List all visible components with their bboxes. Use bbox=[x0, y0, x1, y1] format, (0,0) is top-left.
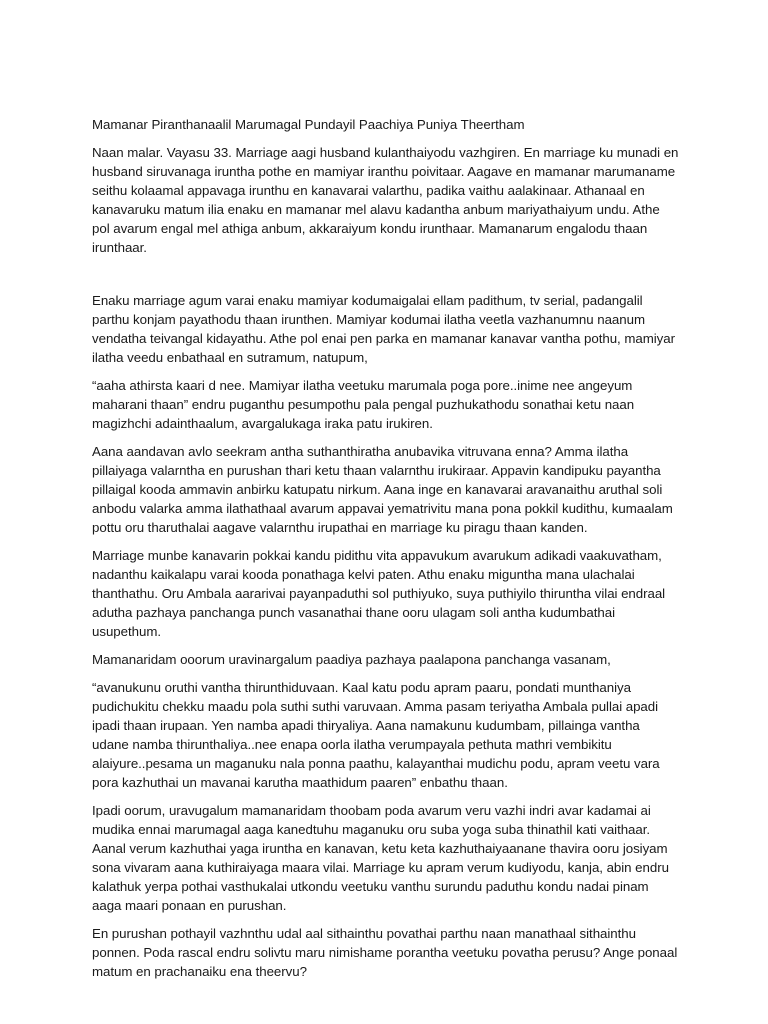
paragraph-7: “avanukunu oruthi vantha thirunthiduvaan. Kaal katu podu apram paaru, pondati munthaniya pudichukitu chekku maadu pola suthi suthi varuvaan. Amma pasam teriyatha Ambala pullai apadi ipadi thaan irupaan. Yen namba apadi thiryaliya. Aana namakunu kudumbam, pillainga vantha udane namba thirunthaliya..nee enapa oorla ilatha verumpayala pethuta mathri vembikitu alaiyure..pesama un maganuku nala ponna paathu, kalayanthai mudichu podu, apram veetu vara pora kazhuthai un mavanai karutha maathidum paaren” enbathu thaan. bbox=[92, 680, 660, 790]
paragraph-1: Naan malar. Vayasu 33. Marriage aagi husband kulanthaiyodu vazhgiren. En marriage ku munadi en husband siruvanaga iruntha pothe en mamiyar iranthu poivitaar. Aagave en mamanar marumaname seithu kolaamal appavaga irunthu en kanavarai valarthu, padika vaithu aalakinaar. Athanaal en kanavaruku matum ilia enaku en mamanar mel alavu kadantha anbum mariyathaiyum undu. Athe pol avarum engal mel athiga anbum, akkaraiyum kondu irunthaar. Mamanarum engalodu thaan irunthaar. bbox=[92, 145, 679, 255]
paragraph-2: Enaku marriage agum varai enaku mamiyar kodumaigalai ellam padithum, tv serial, padangalil parthu konjam payathodu thaan irunthen. Mamiyar kodumai ilatha veetla vazhanumnu naanum vendatha teivangal kidayathu. Athe pol enai pen parka en mamanar kanavar vantha pothu, mamiyar ilatha veedu enbathaal en sutramum, natupum, bbox=[92, 293, 675, 365]
paragraph-8: Ipadi oorum, uravugalum mamanaridam thoobam poda avarum veru vazhi indri avar kadamai ai mudika ennai marumagal aaga kanedtuhu maganuku oru suba yoga suba thinathil kati vaithaar. Aanal verum kazhuthai yaga iruntha en kanavan, ketu keta kazhuthaiyaanane thavira ooru josiyam sona vivaram aana kuthiraiyaga maara vilai. Marriage ku apram verum kudiyodu, kanja, abin endru kalathuk yerpa pothai vasthukalai utkondu veetuku vanthu surundu paduthu kondu nadai pinam aaga maari ponaan en purushan. bbox=[92, 803, 669, 913]
paragraph-9: En purushan pothayil vazhnthu udal aal sithainthu povathai parthu naan manathaal sithainthu ponnen. Poda rascal endru solivtu maru nimishame porantha veetuku povatha perusu? Ange ponaal matum en prachanaiku ena theervu? bbox=[92, 926, 678, 979]
paragraph-4: Aana aandavan avlo seekram antha suthanthiratha anubavika vitruvana enna? Amma ilatha pillaiyaga valarntha en purushan thari ketu thaan valarnthu irukiraar. Appavin kandipuku payantha pillaigal kooda ammavin anbirku katupatu nirkum. Aana inge en kanavarai aravanaithu aruthal soli anbodu valarka amma ilathathaal avarum appavai yematrivitu mana pona pokkil kudithu, kumaalam pottu oru tharuthalai aagave valarnthu irupathai en marriage ku piragu thaan kanden. bbox=[92, 444, 673, 535]
paragraph-5: Marriage munbe kanavarin pokkai kandu pidithu vita appavukum avarukum adikadi vaakuvatham, nadanthu kaikalapu varai kooda ponathaga kelvi paten. Athu enaku miguntha mana ulachalai thanthathu. Oru Ambala aararivai payanpaduthi sol puthiyuko, suya puthiyilo thiruntha vilai endraal adutha pazhaya panchanga punch vasanathai thane ooru ulagam soli antha kudumbathai usupethum. bbox=[92, 548, 666, 639]
document-title: Mamanar Piranthanaalil Marumagal Pundayil Paachiya Puniya Theertham bbox=[92, 117, 525, 132]
document-body bbox=[92, 115, 680, 990]
paragraph-6: Mamanaridam ooorum uravinargalum paadiya pazhaya paalapona panchanga vasanam, bbox=[92, 652, 611, 667]
paragraph-3: “aaha athirsta kaari d nee. Mamiyar ilatha veetuku marumala poga pore..inime nee angeyum maharani thaan” endru puganthu pesumpothu pala pengal puzhukathodu sonathai ketu naan magizhchi adainthaalum, avargalukaga iraka patu irukiren. bbox=[92, 378, 635, 431]
